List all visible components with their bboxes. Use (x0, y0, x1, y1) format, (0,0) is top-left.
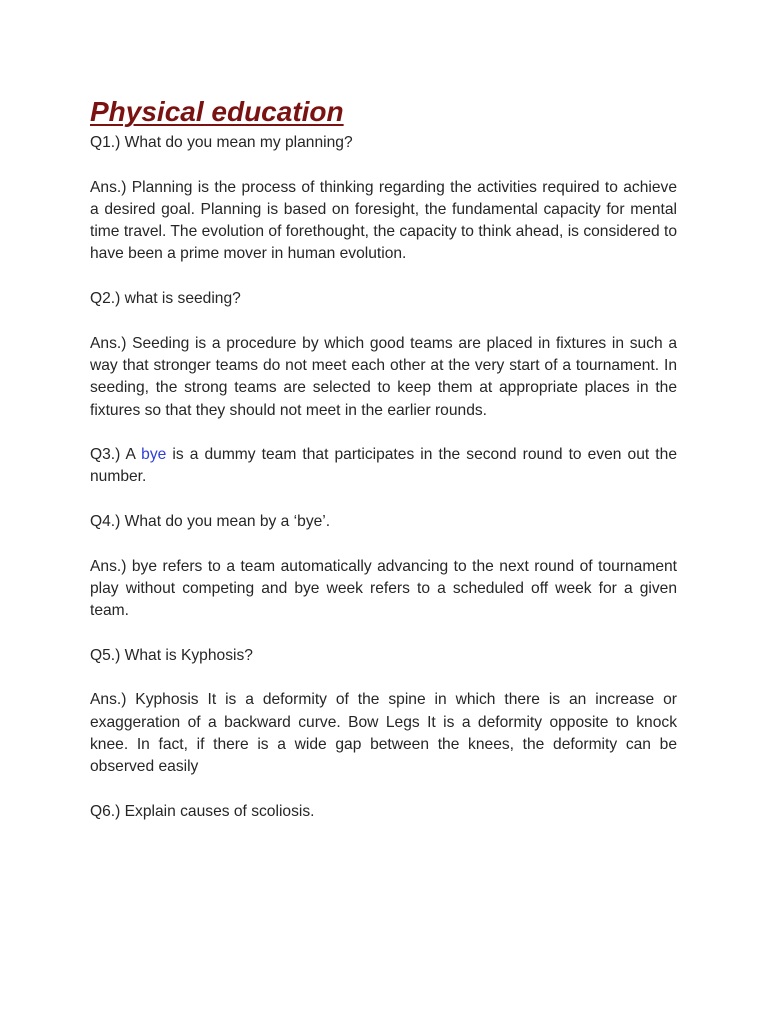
answer-4: Ans.) bye refers to a team automatically advancing to the next round of tournament play without competing and bye week refers to a scheduled off week for a given team. (90, 557, 677, 620)
answer-2: Ans.) Seeding is a procedure by which good teams are placed in fixtures in such a way that stronger teams do not meet each other at the very start of a tournament. In seeding, the strong teams are selected to keep them at appropriate places in the fixtures so that they should not meet in the earlier rounds. (90, 334, 677, 419)
question-6: Q6.) Explain causes of scoliosis. (90, 802, 315, 820)
question-3 (90, 444, 677, 489)
document-page (90, 95, 677, 846)
document-title: Physical education (90, 96, 344, 127)
bye-link[interactable]: bye (141, 446, 167, 464)
question-3-prefix: Q3.) A (90, 446, 142, 464)
answer-5: Ans.) Kyphosis It is a deformity of the spine in which there is an increase or exaggeration of a backward curve. Bow Legs It is a deformity opposite to knock knee. In fact, if there is a wide gap between the knees, the deformity can be observed easily (90, 691, 677, 776)
question-5: Q5.) What is Kyphosis? (90, 646, 253, 664)
question-2: Q2.) what is seeding? (90, 290, 241, 308)
answer-1: Ans.) Planning is the process of thinking regarding the activities required to achieve a desired goal. Planning is based on foresight, the fundamental capacity for mental time travel. The evolution of forethought, the capacity to think ahead, is considered to have been a prime mover in human evolution. (90, 178, 677, 263)
question-4: Q4.) What do you mean by a ‘bye’. (90, 513, 331, 531)
question-1: Q1.) What do you mean my planning? (90, 134, 353, 151)
question-3-text: is a dummy team that participates in the second round to even out the number. (90, 446, 677, 486)
